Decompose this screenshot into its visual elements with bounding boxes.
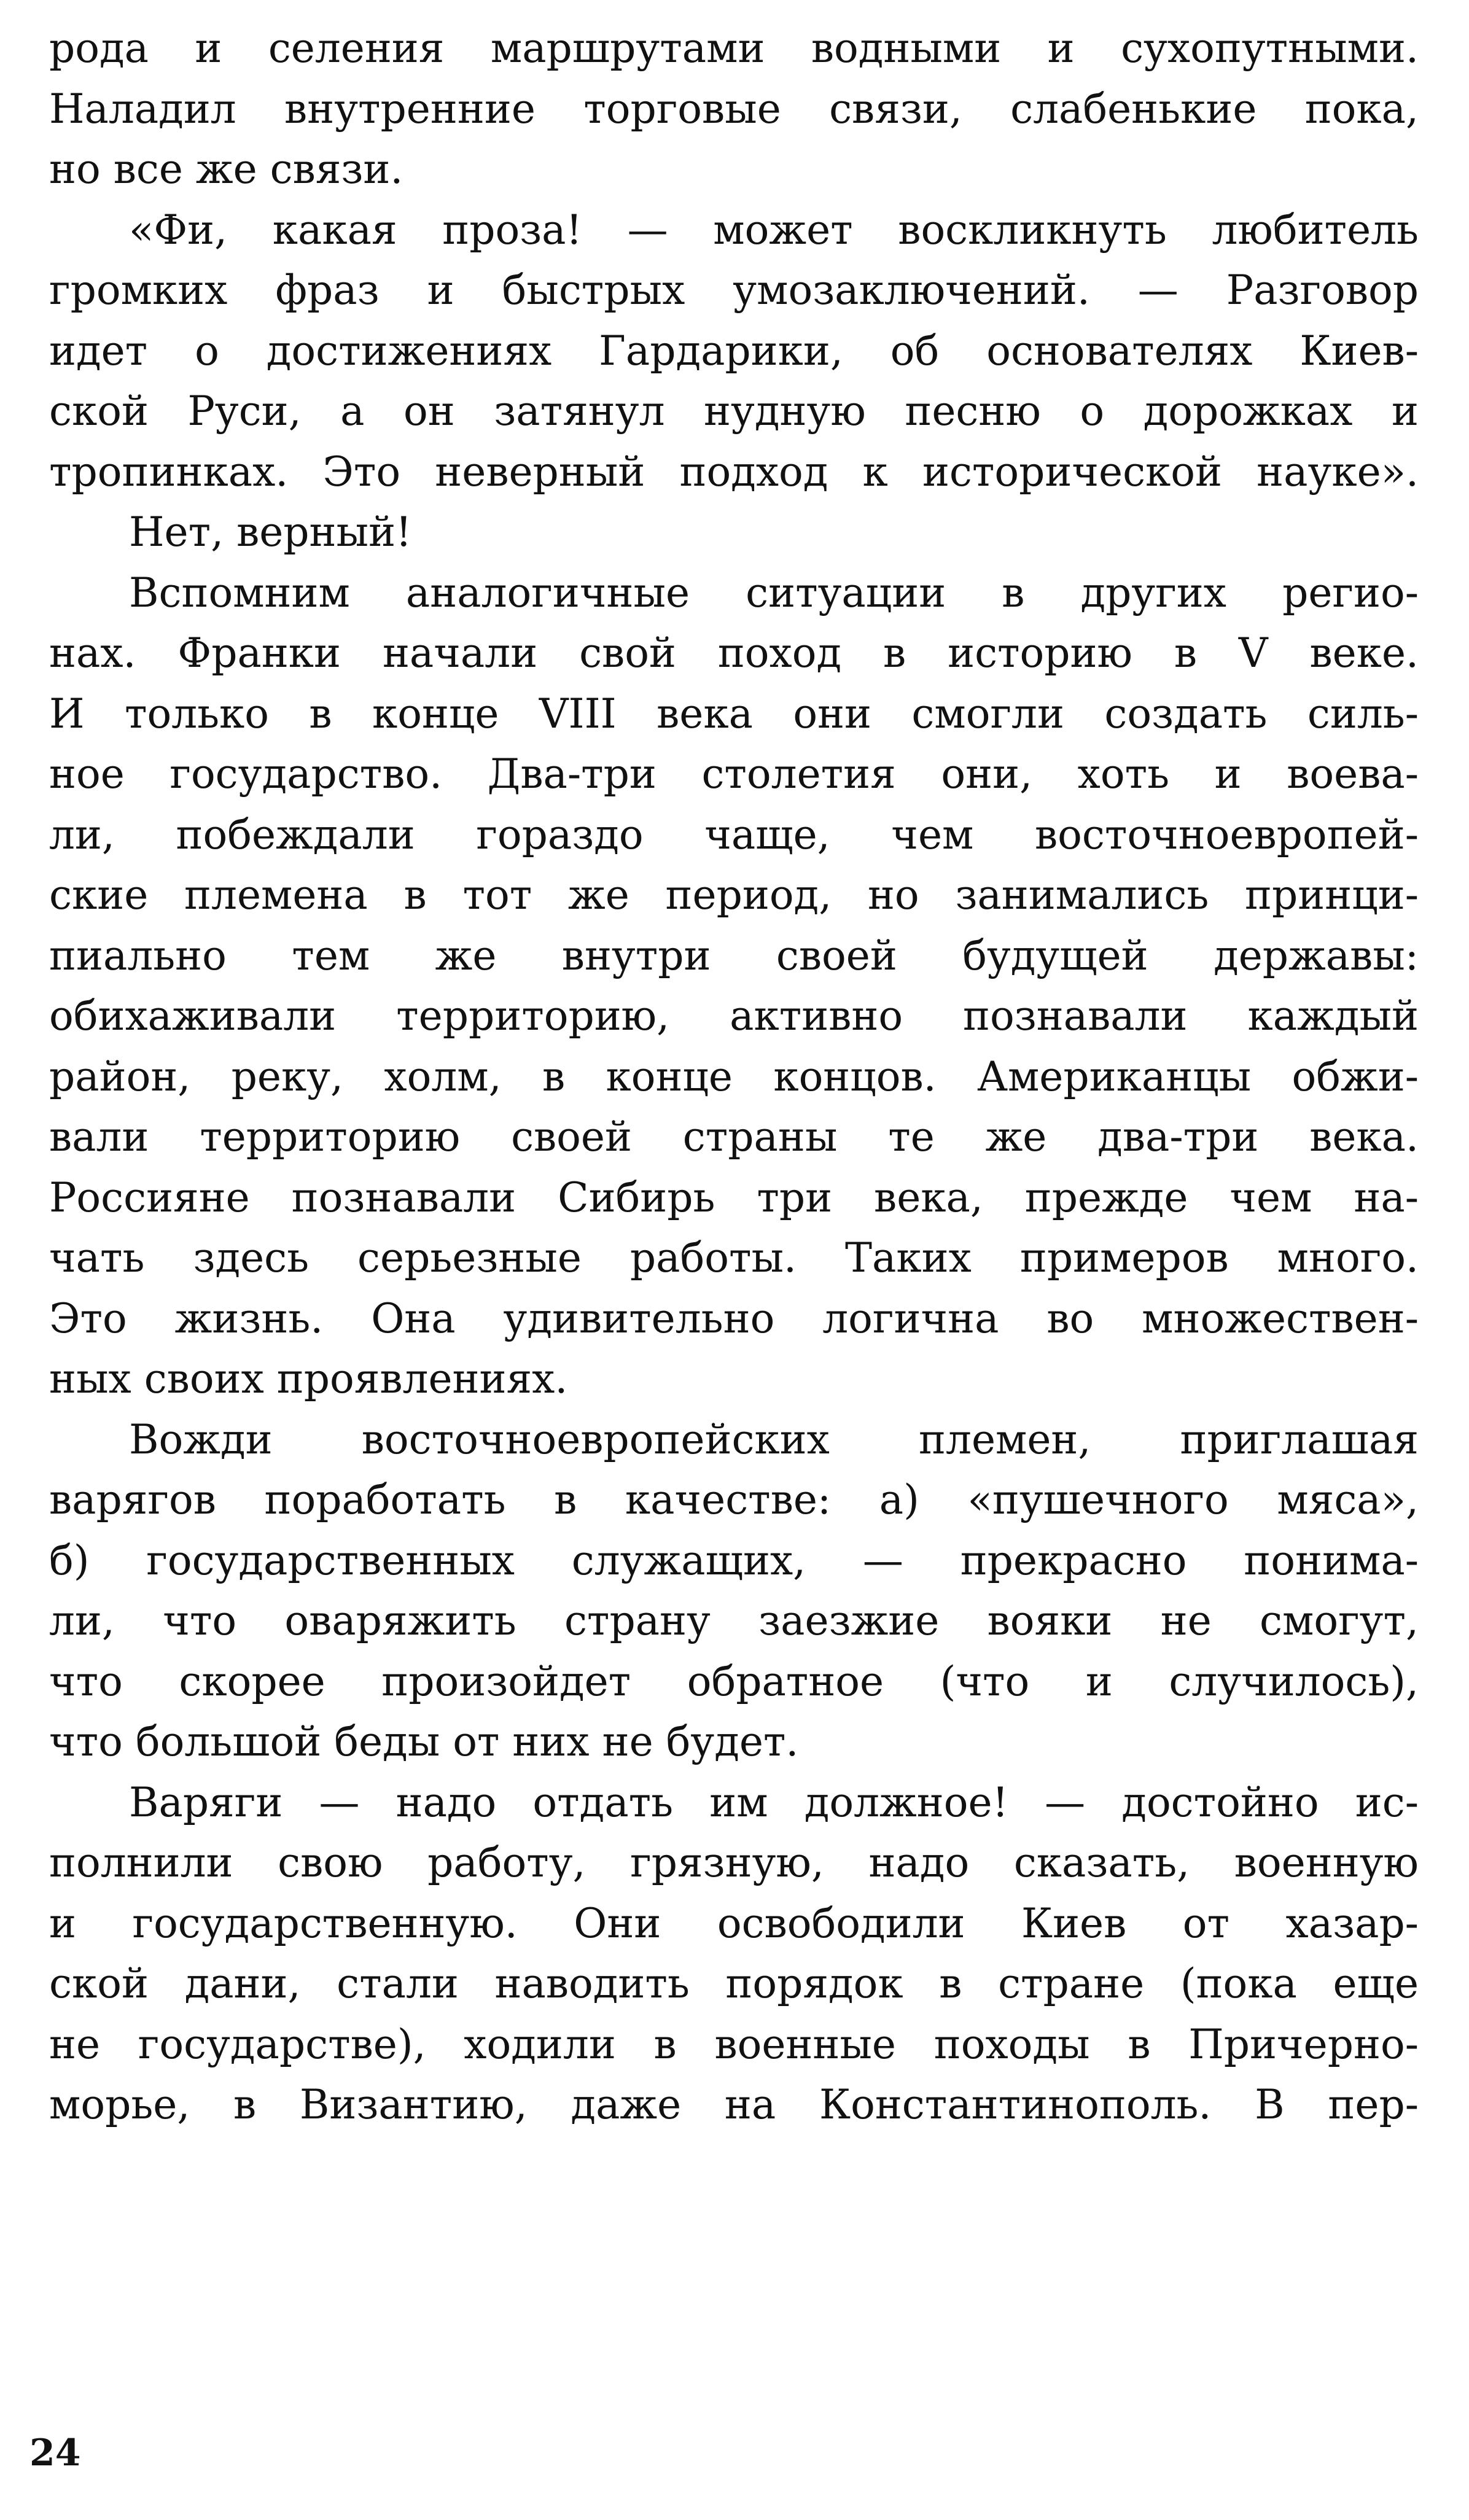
text-line: б) государственных служащих, — прекрасно понима-: [49, 1536, 1419, 1584]
paragraph-5: [49, 1410, 1419, 1773]
page-number: 24: [29, 2432, 81, 2475]
text-line: ли, что оваряжить страну заезжие вояки не смогут,: [49, 1597, 1419, 1644]
text-line: не государстве), ходили в военные походы в Причерно-: [49, 2020, 1419, 2068]
paragraph-2: [49, 200, 1419, 503]
body-text: [49, 18, 1419, 2136]
text-line: ных своих проявлениях.: [49, 1355, 568, 1402]
text-line: тропинках. Это неверный подход к исторической науке».: [49, 448, 1419, 496]
text-line: вали территорию своей страны те же два-три века.: [49, 1113, 1419, 1161]
text-line: громких фраз и быстрых умозаключений. — Разговор: [49, 266, 1419, 314]
text-line: ное государство. Два-три столетия они, хоть и воева-: [49, 750, 1419, 798]
text-line: район, реку, холм, в конце концов. Американцы обжи-: [49, 1052, 1419, 1100]
text-line: Варяги — надо отдать им должное! — достойно ис-: [129, 1778, 1419, 1826]
text-line: и государственную. Они освободили Киев от хазар-: [49, 1899, 1419, 1947]
text-line: ской дани, стали наводить порядок в стране (пока еще: [49, 1960, 1419, 2007]
text-line: что большой беды от них не будет.: [49, 1718, 799, 1765]
text-line: что скорее произойдет обратное (что и случилось),: [49, 1657, 1419, 1705]
text-line: полнили свою работу, грязную, надо сказать, военную: [49, 1839, 1419, 1886]
text-line: «Фи, какая проза! — может воскликнуть любитель: [129, 206, 1419, 254]
text-line: Нет, верный!: [129, 508, 412, 556]
text-line: идет о достижениях Гардарики, об основателях Киев-: [49, 327, 1419, 375]
text-line: варягов поработать в качестве: а) «пушечного мяса»,: [49, 1476, 1419, 1523]
text-line: Вожди восточноевропейских племен, приглашая: [129, 1415, 1419, 1463]
text-line: но все же связи.: [49, 146, 403, 193]
text-line: И только в конце VIII века они смогли создать силь-: [49, 690, 1419, 737]
text-line: Наладил внутренние торговые связи, слабенькие пока,: [49, 85, 1419, 133]
paragraph-1: [49, 18, 1419, 200]
text-line: пиально тем же внутри своей будущей державы:: [49, 931, 1419, 979]
paragraph-4: [49, 563, 1419, 1410]
paragraph-6: [49, 1773, 1419, 2136]
text-line: Это жизнь. Она удивительно логична во множествен-: [49, 1294, 1419, 1342]
text-line: морье, в Византию, даже на Константинополь. В пер-: [49, 2081, 1419, 2128]
text-line: нах. Франки начали свой поход в историю в V веке.: [49, 629, 1419, 677]
text-line: Вспомним аналогичные ситуации в других регио-: [129, 569, 1419, 616]
text-line: Россияне познавали Сибирь три века, прежде чем на-: [49, 1173, 1419, 1221]
text-line: ской Руси, а он затянул нудную песню о дорожках и: [49, 387, 1419, 435]
paragraph-3: [49, 502, 1419, 563]
text-line: ли, побеждали гораздо чаще, чем восточноевропей-: [49, 811, 1419, 858]
text-line: рода и селения маршрутами водными и сухопутными.: [49, 25, 1419, 72]
text-line: ские племена в тот же период, но занимались принци-: [49, 871, 1419, 919]
text-line: обихаживали территорию, активно познавали каждый: [49, 992, 1419, 1040]
text-line: чать здесь серьезные работы. Таких примеров много.: [49, 1234, 1419, 1281]
